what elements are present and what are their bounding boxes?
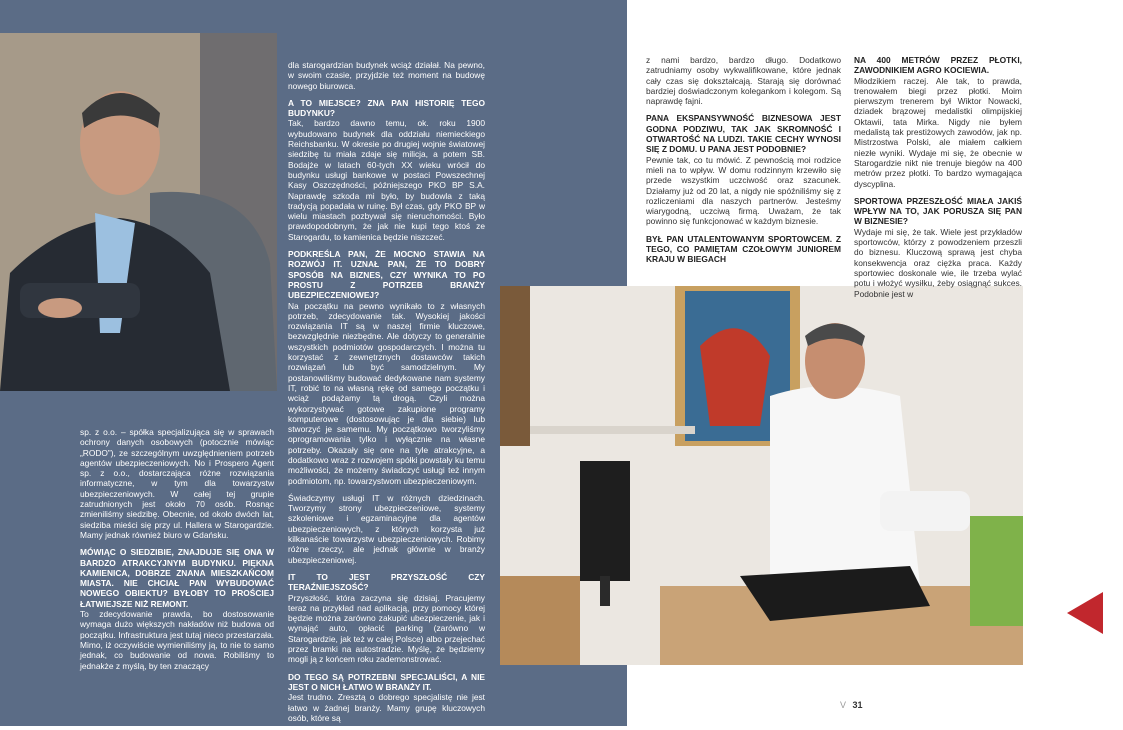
question-heading: PODKREŚLA PAN, ŻE MOCNO STAWIA NA ROZWÓJ IT. UZNAŁ PAN, ŻE TO DOBRY SPOSÓB NA BIZNES, CZY WYNIKA TO PO PROSTU Z POTRZEB BRANŻY UBEZPIECZENIOWEJ?: [288, 249, 485, 301]
question-heading: IT TO JEST PRZYSZŁOŚĆ CZY TERAŹNIEJSZOŚĆ?: [288, 571, 485, 593]
paragraph: Na początku na pewno wynikało to z własnych potrzeb, zdecydowanie tak. Wysokiej jakości rozwiązania IT są w naszej firmie kluczowe, bezwzględnie niezbędne. Ale dotyczy to generalnie wszystkich podmiotów gospodarczych. I można tu korzystać z zewnętrznych dostawców takich rozwiązań lub być samodzielnym. My postanowiliśmy budować dedykowane nam systemy IT, robić to na własną rękę od samego początku i wciąż podążamy tą drogą. Czyli można wykorzystywać gotowe zakupione programy komputerowe (dostosowując je dla siebie) lub stworzyć je samemu. My początkowo tworzyliśmy oprogramowania tylko i wyłącznie na własne potrzeby. Okazały się one na tyle atrakcyjne, a dodatkowo wraz z rozwojem spółki powstały ku temu możliwości, że możemy świadczyć usługi też innym podmiotom, np. towarzystwom ubezpieczeniowym.: [288, 300, 485, 486]
paragraph: To zdecydowanie prawda, bo dostosowanie wymaga dużo większych nakładów niż budowa od początku. Infrastruktura jest tutaj nieco przestarzała. Mimo, iż oczywiście wymieniliśmy ją, to nie to samo jednak, co budowanie od nowa. Robiliśmy to jednakże z myślą, by ten znaczący: [80, 609, 274, 671]
paragraph: Przyszłość, która zaczyna się dzisiaj. Pracujemy teraz na przykład nad aplikacją, przy pomocy której będzie można zarówno zakupić ubezpieczenie, jak i wynająć auto, opłacić parking (zarówno w Starogardzie, jak też w całej Polsce) albo przejechać przez bramki na autostradzie. Myślę, że będziemy mogli ją z końcem roku zademonstrować.: [288, 592, 485, 665]
paragraph: Pewnie tak, co tu mówić. Z pewnością moi rodzice mieli na to wpływ. W domu rodzinnym krzewiło się przede wszystkim uczciwość oraz szacunek. Działamy już od 20 lat, a nigdy nie spóźniliśmy się z rozliczeniami dla naszych partnerów. Jesteśmy wiarygodną, uczciwą firmą. Uważam, że tak powinno się funkcjonować w każdym biznesie.: [646, 154, 841, 227]
question-heading: A TO MIEJSCE? ZNA PAN HISTORIĘ TEGO BUDYNKU?: [288, 97, 485, 119]
paragraph: sp. z o.o. – spółka specjalizująca się w sprawach ochrony danych osobowych (potocznie mówiąc „RODO”), ze szczególnym uwzględnieniem potrzeb agentów ubezpieczeniowych. No i Prospero Agent sp. z o.o., dostarczająca różne rozwiązania informatyczne, w tym dla towarzystw ubezpieczeniowych. W całej tej grupie zatrudnionych jest około 70 osób. Rosnąc zmieniliśmy siedzibę. Obecnie, od około dwóch lat, siedziba mieści się przy ul. Hallera w Starogardzie. Mamy jednak również biuro w Gdańsku.: [80, 427, 274, 540]
desk-photo: [500, 286, 1023, 665]
paragraph: Wydaje mi się, że tak. Wiele jest przykładów sportowców, którzy z powodzeniem przeszli do biznesu. Kluczową sprawą jest chyba konsekwencja oraz ciężka praca. Każdy sportowiec doskonale wie, ile trzeba wylać potu i włożyć wysiłku, żeby osiągnąć sukces. Podobnie jest w: [854, 226, 1022, 299]
page-prefix: V: [840, 700, 847, 710]
paragraph: Młodzikiem raczej. Ale tak, to prawda, trenowałem biegi przez płotki. Moim pierwszym trenerem był Wiktor Nowacki, dziadek brązowej medalistki olimpijskiej Oktawii, tata Mirka. Nigdy nie byłem medalistą tak prestiżowych zawodów, jak np. Mistrzostwa Polski, ale miałem całkiem niezłe wyniki. Wydaje mi się, że obecnie w Starogardzie nikt nie trenuje biegów na 400 metrów przez płotki. To bardzo wymagająca dyscyplina.: [854, 75, 1022, 189]
column-4: [854, 55, 1022, 306]
column-3: [646, 55, 841, 265]
paragraph: z nami bardzo, bardzo długo. Dodatkowo zatrudniamy osoby wykwalifikowane, które jednak cały czas się dokształcają. Starają się dorównać bardziej doświadczonym kolegankom i kolegom. Są naprawdę fajni.: [646, 55, 841, 107]
next-page-arrow-icon[interactable]: [1067, 592, 1103, 634]
question-heading: PANA EKSPANSYWNOŚĆ BIZNESOWA JEST GODNA PODZIWU, TAK JAK SKROMNOŚĆ I OTWARTOŚĆ NA LUDZI. TAKIE CECHY WYNOSI SIĘ Z DOMU. U PANA JEST PODOBNIE?: [646, 113, 841, 155]
question-heading: SPORTOWA PRZESZŁOŚĆ MIAŁA JAKIŚ WPŁYW NA TO, JAK PORUSZA SIĘ PAN W BIZNESIE?: [854, 195, 1022, 227]
page-number-value: 31: [852, 700, 863, 710]
column-2: [288, 60, 485, 730]
paragraph: Tak, bardzo dawno temu, ok. roku 1900 wybudowano budynek dla oddziału niemieckiego Reichsbanku. W okresie po drugiej wojnie światowej siedzibę tu miała zdaje się milicja, a potem SB. Bodajże w latach 60-tych XX wieku wrócił do budynku usługi bankowe w postaci Powszechnej Kasy Oszczędności, późniejszego PKO BP S.A. Naprawdę szkoda mi było, by budowla z taką tradycją popadała w ruinę. Był czas, gdy PKO BP w wielu miastach pozbywał się nieruchomości. Było prawdopodobnym, że jak nie kupi tego ktoś ze Starogardu, to kamienica będzie niszczeć.: [288, 118, 485, 242]
portrait-photo: [0, 33, 277, 391]
question-heading: MÓWIĄC O SIEDZIBIE, ZNAJDUJE SIĘ ONA W BARDZO ATRAKCYJNYM BUDYNKU. PIĘKNA KAMIENICA, DOBRZE ZNANA MIESZKAŃCOM MIASTA. NIE CHCIAŁ PAN WYBUDOWAĆ NOWEGO OBIEKTU? BYŁOBY TO PROŚCIEJ ŁATWIEJSZE NIŻ REMONT.: [80, 547, 274, 609]
question-heading: BYŁ PAN UTALENTOWANYM SPORTOWCEM. Z TEGO, CO PAMIĘTAM CZOŁOWYM JUNIOREM KRAJU W BIEGACH: [646, 233, 841, 265]
paragraph: Świadczymy usługi IT w różnych dziedzinach. Tworzymy strony ubezpieczeniowe, systemy szkoleniowe i egzaminacyjne dla agentów ubezpieczeniowych, z których korzysta już kilkanaście towarzystw ubezpieczeniowych. Robimy różne rzeczy, ale jednak głównie w branży ubezpieczeniowej.: [288, 492, 485, 565]
question-heading: NA 400 METRÓW PRZEZ PŁOTKI, ZAWODNIKIEM AGRO KOCIEWIA.: [854, 55, 1022, 76]
page-number: [840, 700, 863, 710]
column-1: [80, 427, 274, 678]
question-heading: DO TEGO SĄ POTRZEBNI SPECJALIŚCI, A NIE JEST O NICH ŁATWO W BRANŻY IT.: [288, 671, 485, 692]
paragraph: dla starogardzian budynek wciąż działał. Na pewno, w swoim czasie, przyjdzie też moment na budowę nowego biurowca.: [288, 60, 485, 91]
paragraph: Jest trudno. Zresztą o dobrego specjalistę nie jest łatwo w żadnej branży. Mamy grupę kluczowych osób, które są: [288, 692, 485, 723]
